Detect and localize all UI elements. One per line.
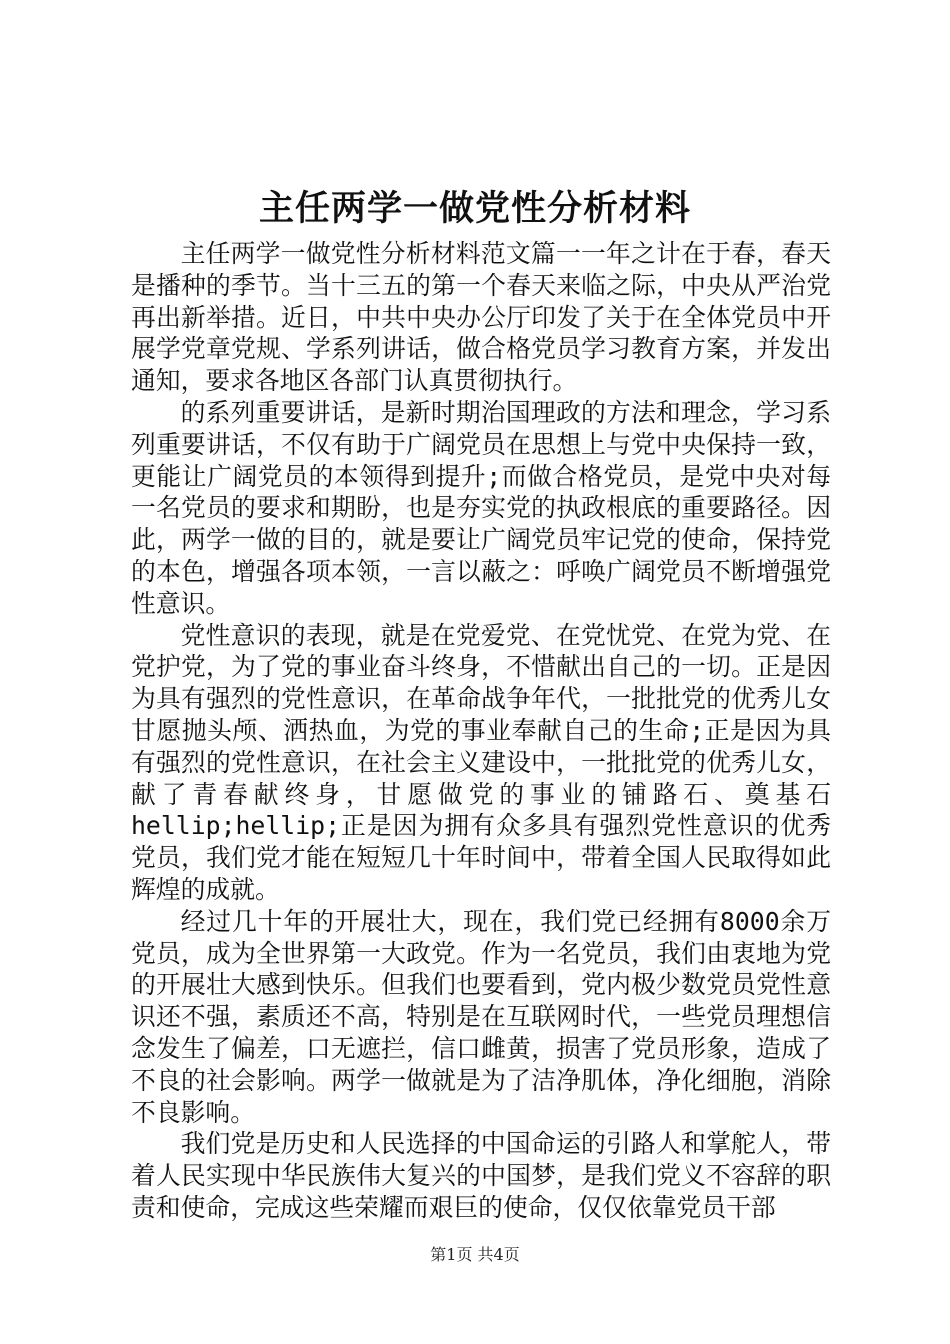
paragraph: 我们党是历史和人民选择的中国命运的引路人和掌舵人，带着人民实现中华民族伟大复兴的中国梦，是我们党义不容辞的职责和使命，完成这些荣耀而艰巨的使命，仅仅依靠党员干部 bbox=[131, 1129, 831, 1222]
paragraph: 主任两学一做党性分析材料范文篇一一年之计在于春，春天是播种的季节。当十三五的第一个春天来临之际，中央从严治党再出新举措。近日，中共中央办公厅印发了关于在全体党员中开展学党章党规、学系列讲话，做合格党员学习教育方案，并发出通知，要求各地区各部门认真贯彻执行。 bbox=[131, 239, 831, 396]
paragraph: 党性意识的表现，就是在党爱党、在党忧党、在党为党、在党护党，为了党的事业奋斗终身，不惜献出自己的一切。正是因为具有强烈的党性意识，在革命战争年代，一批批党的优秀儿女甘愿抛头颅、洒热血，为党的事业奉献自己的生命;正是因为具有强烈的党性意识，在社会主义建设中，一批批党的优秀儿女，献了青春献终身，甘愿做党的事业的铺路石、奠基石hellip;hellip;正是因为拥有众多具有强烈党性意识的优秀党员，我们党才能在短短几十年时间中，带着全国人民取得如此辉煌的成就。 bbox=[131, 620, 831, 904]
page-footer bbox=[0, 1245, 950, 1265]
document-body bbox=[131, 238, 831, 1224]
paragraph: 的系列重要讲话，是新时期治国理政的方法和理念，学习系列重要讲话，不仅有助于广阔党员在思想上与党中央保持一致，更能让广阔党员的本领得到提升;而做合格党员，是党中央对每一名党员的要求和期盼，也是夯实党的执政根底的重要路径。因此，两学一做的目的，就是要让广阔党员牢记党的使命，保持党的本色，增强各项本领，一言以蔽之：呼唤广阔党员不断增强党性意识。 bbox=[131, 397, 831, 618]
page-number: 第1页 共4页 bbox=[430, 1245, 520, 1264]
paragraph: 经过几十年的开展壮大，现在，我们党已经拥有8000余万党员，成为全世界第一大政党。作为一名党员，我们由衷地为党的开展壮大感到快乐。但我们也要看到，党内极少数党员党性意识还不强，素质还不高，特别是在互联网时代，一些党员理想信念发生了偏差，口无遮拦，信口雌黄，损害了党员形象，造成了不良的社会影响。两学一做就是为了洁净肌体，净化细胞，消除不良影响。 bbox=[131, 906, 831, 1127]
document-title: 主任两学一做党性分析材料 bbox=[258, 188, 691, 229]
